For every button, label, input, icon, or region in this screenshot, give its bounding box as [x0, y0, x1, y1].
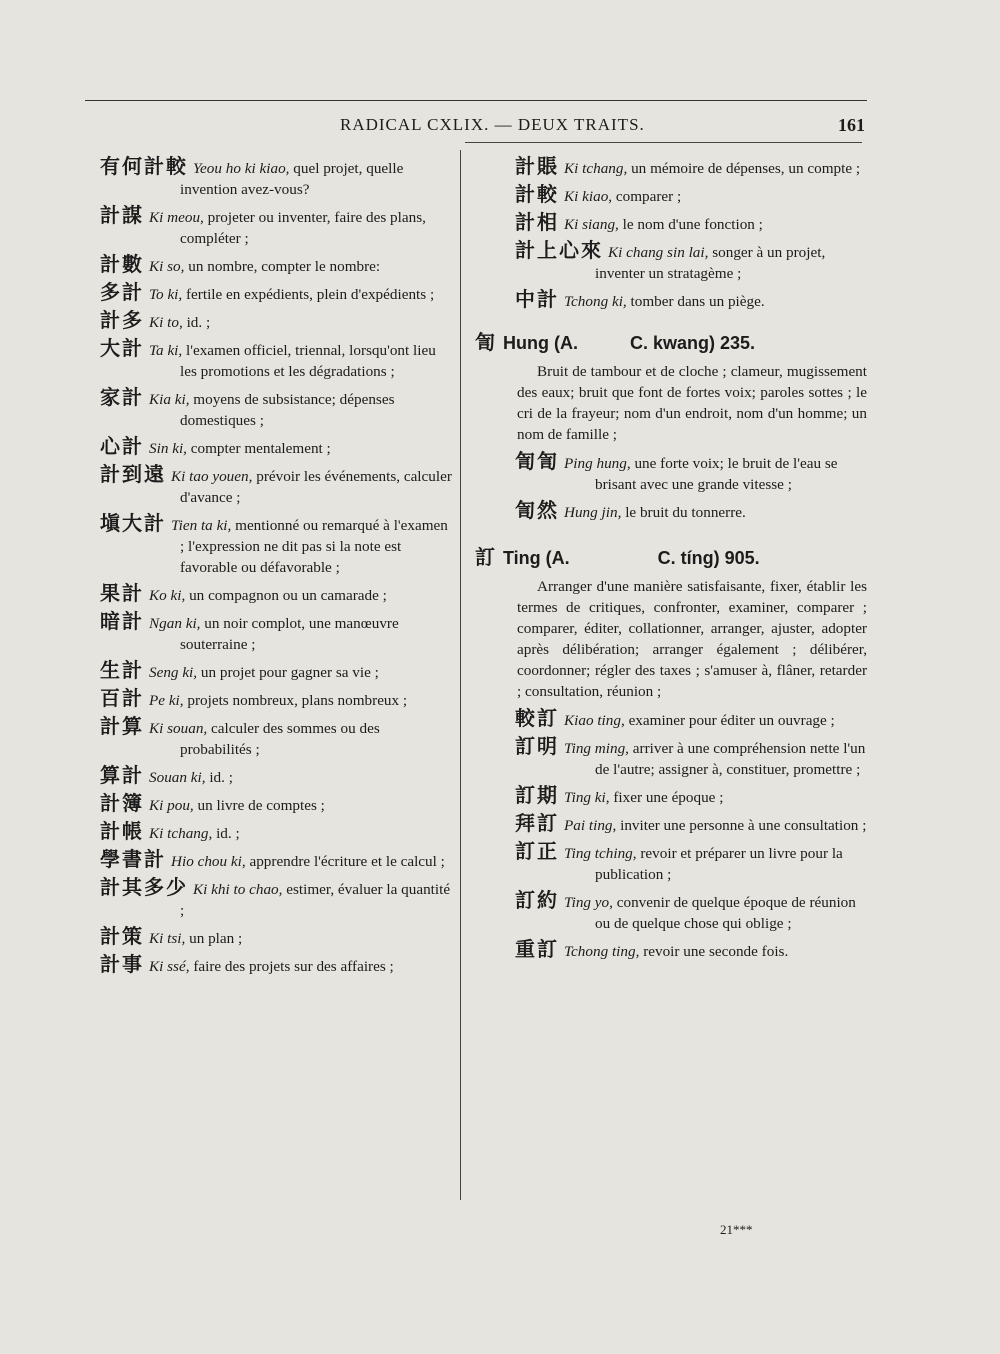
- entry-characters: 算計: [100, 763, 144, 787]
- right-column: [475, 156, 867, 967]
- entry-definition: fixer une époque ;: [613, 789, 724, 806]
- dictionary-entry: [515, 500, 867, 523]
- entry-definition: un compagnon ou un camarade ;: [189, 587, 387, 604]
- entry-definition: examiner pour éditer un ouvrage ;: [628, 712, 835, 729]
- entry-romanization: Ping hung,: [564, 455, 631, 472]
- entry-definition: songer à un projet, inventer un stratagème ;: [595, 244, 826, 282]
- entry-romanization: Ting ming,: [564, 740, 629, 757]
- dictionary-entry: [100, 660, 455, 683]
- entry-characters: 家計: [100, 385, 144, 409]
- entry-characters: 計帳: [100, 819, 144, 843]
- entry-head-hung: [475, 326, 867, 355]
- entry-characters: 中計: [515, 287, 559, 311]
- dictionary-entry: [100, 436, 455, 459]
- entry-definition: quel projet, quelle invention avez-vous?: [180, 160, 404, 198]
- entry-romanization: Ting tching,: [564, 845, 637, 862]
- entry-characters: 百計: [100, 686, 144, 710]
- entry-characters: 較訂: [515, 706, 559, 730]
- dictionary-entry: [100, 954, 455, 977]
- entry-characters: 計數: [100, 252, 144, 276]
- entry-characters: 果計: [100, 581, 144, 605]
- dictionary-entry: [100, 254, 455, 277]
- entry-definition: moyens de subsistance; dépenses domestiques ;: [180, 391, 395, 429]
- entry-characters: 訇訇: [515, 449, 559, 473]
- entry-romanization: Ngan ki,: [149, 615, 201, 632]
- entry-characters: 計事: [100, 952, 144, 976]
- head-cantonese: C. tíng) 905.: [657, 548, 760, 568]
- page-title: RADICAL CXLIX. — DEUX TRAITS.: [340, 115, 645, 134]
- dictionary-entry: [100, 205, 455, 249]
- entry-romanization: To ki,: [149, 286, 183, 303]
- entry-definition: une forte voix; le bruit de l'eau se brisant avec une grande vitesse ;: [595, 455, 838, 493]
- entry-definition: un mémoire de dépenses, un compte ;: [631, 160, 861, 177]
- entry-romanization: Tien ta ki,: [171, 517, 232, 534]
- entry-definition: un livre de comptes ;: [197, 797, 325, 814]
- entry-romanization: Hio chou ki,: [171, 853, 246, 870]
- page-header: [85, 100, 867, 143]
- dictionary-entry: [100, 464, 455, 508]
- dictionary-entry: [515, 240, 867, 284]
- entry-romanization: Tchong ting,: [564, 943, 640, 960]
- entry-romanization: Tchong ki,: [564, 293, 627, 310]
- entry-characters: 計賬: [515, 154, 559, 178]
- entry-characters: 計較: [515, 182, 559, 206]
- dictionary-entry: [100, 849, 455, 872]
- entry-definition: un plan ;: [189, 930, 243, 947]
- entry-romanization: Ki chang sin lai,: [608, 244, 709, 261]
- dictionary-entry: [515, 890, 867, 934]
- definition-ting: Arranger d'une manière satisfaisante, fixer, établir les termes de critiques, confronter, examiner, comparer ; comparer, éditer, collationner, arranger, ajuster, adopter après délibération; arranger également ; délibérer, coordonner; régler des taxes ; s'amuser à, flâner, retarder ; consultation, réunion ;: [517, 578, 867, 700]
- entry-romanization: Ki kiao,: [564, 188, 613, 205]
- entry-characters: 計相: [515, 210, 559, 234]
- entry-romanization: Ki tsi,: [149, 930, 186, 947]
- dictionary-entry: [100, 387, 455, 431]
- entry-characters: 生計: [100, 658, 144, 682]
- dictionary-entry: [100, 310, 455, 333]
- entry-definition: inviter une personne à une consultation ;: [620, 817, 867, 834]
- dictionary-entry: [515, 785, 867, 808]
- entry-romanization: Ting ki,: [564, 789, 610, 806]
- entry-romanization: Seng ki,: [149, 664, 198, 681]
- entry-definition: estimer, évaluer la quantité ;: [180, 881, 451, 919]
- dictionary-entry: [100, 156, 455, 200]
- dictionary-entry: [515, 451, 867, 495]
- entry-definition: mentionné ou remarqué à l'examen ; l'expression ne dit pas si la note est favorable ou défavorable ;: [180, 517, 448, 576]
- entry-romanization: Ting yo,: [564, 894, 613, 911]
- entry-head-ting: [475, 541, 867, 570]
- entry-romanization: Ki meou,: [149, 209, 204, 226]
- dictionary-entry: [515, 289, 867, 312]
- entry-romanization: Ki siang,: [564, 216, 619, 233]
- page-number: 161: [838, 115, 865, 135]
- right-top-entries: [475, 156, 867, 312]
- entry-characters: 計上心來: [515, 238, 603, 262]
- entry-romanization: Ki pou,: [149, 797, 194, 814]
- entry-characters: 塡大計: [100, 511, 166, 535]
- entry-definition: un projet pour gagner sa vie ;: [200, 664, 379, 681]
- entry-definition: le bruit du tonnerre.: [625, 504, 746, 521]
- head-romanization: Ting (A.: [503, 548, 570, 568]
- entry-characters: 計策: [100, 924, 144, 948]
- entry-romanization: Pai ting,: [564, 817, 617, 834]
- entry-characters: 計其多少: [100, 875, 188, 899]
- entry-romanization: Ki to,: [149, 314, 183, 331]
- entry-romanization: Ki ssé,: [149, 958, 190, 975]
- entry-definition: convenir de quelque époque de réunion ou de quelque chose qui oblige ;: [595, 894, 856, 932]
- entry-characters: 訇然: [515, 498, 559, 522]
- entry-definition: projets nombreux, plans nombreux ;: [187, 692, 408, 709]
- dictionary-entry: [100, 282, 455, 305]
- entry-characters: 拜訂: [515, 811, 559, 835]
- dictionary-entry: [515, 156, 867, 179]
- entry-characters: 計到遠: [100, 462, 166, 486]
- entry-characters: 學書計: [100, 847, 166, 871]
- head-character: 訇: [475, 330, 497, 354]
- dictionary-entry: [100, 513, 455, 578]
- entry-characters: 重訂: [515, 937, 559, 961]
- entry-romanization: Ki tchang,: [564, 160, 628, 177]
- dictionary-entry: [515, 841, 867, 885]
- entry-definition: tomber dans un piège.: [630, 293, 765, 310]
- dictionary-entry: [100, 821, 455, 844]
- entry-definition: comparer ;: [615, 188, 682, 205]
- dictionary-entry: [515, 708, 867, 731]
- entry-definition: arriver à une compréhension nette l'un de l'autre; assigner à, constituer, promettre ;: [595, 740, 866, 778]
- entry-romanization: Ki khi to chao,: [193, 881, 283, 898]
- column-divider: [460, 150, 461, 1200]
- entry-definition: fertile en expédients, plein d'expédients ;: [186, 286, 435, 303]
- entry-definition: projeter ou inventer, faire des plans, compléter ;: [180, 209, 426, 247]
- entry-definition: apprendre l'écriture et le calcul ;: [249, 853, 445, 870]
- hung-entries: [475, 451, 867, 523]
- entry-characters: 心計: [100, 434, 144, 458]
- dictionary-entry: [100, 688, 455, 711]
- entry-definition: l'examen officiel, triennal, lorsqu'ont lieu les promotions et les dégradations ;: [180, 342, 436, 380]
- dictionary-entry: [100, 338, 455, 382]
- dictionary-entry: [100, 611, 455, 655]
- entry-characters: 大計: [100, 336, 144, 360]
- entry-characters: 計簿: [100, 791, 144, 815]
- entry-definition: revoir une seconde fois.: [643, 943, 789, 960]
- dictionary-entry: [100, 765, 455, 788]
- entry-characters: 訂明: [515, 734, 559, 758]
- entry-definition: id. ;: [216, 825, 240, 842]
- entry-characters: 計多: [100, 308, 144, 332]
- entry-characters: 有何計較: [100, 154, 188, 178]
- entry-romanization: Pe ki,: [149, 692, 184, 709]
- dictionary-entry: [515, 736, 867, 780]
- entry-romanization: Yeou ho ki kiao,: [193, 160, 290, 177]
- entry-definition: faire des projets sur des affaires ;: [193, 958, 394, 975]
- entry-romanization: Ki so,: [149, 258, 185, 275]
- dictionary-entry: [515, 212, 867, 235]
- entry-romanization: Kiao ting,: [564, 712, 625, 729]
- head-cantonese: C. kwang) 235.: [629, 333, 756, 353]
- dictionary-entry: [100, 877, 455, 921]
- entry-definition: le nom d'une fonction ;: [622, 216, 763, 233]
- entry-characters: 計算: [100, 714, 144, 738]
- entry-romanization: Sin ki,: [149, 440, 187, 457]
- entry-definition: revoir et préparer un livre pour la publication ;: [595, 845, 843, 883]
- entry-definition: id. ;: [209, 769, 233, 786]
- entry-definition: calculer des sommes ou des probabilités ;: [180, 720, 380, 758]
- entry-romanization: Ki tchang,: [149, 825, 213, 842]
- entry-romanization: Ki tao youen,: [171, 468, 253, 485]
- entry-definition: un noir complot, une manœuvre souterraine ;: [180, 615, 399, 653]
- entry-romanization: Ki souan,: [149, 720, 208, 737]
- entry-romanization: Ta ki,: [149, 342, 183, 359]
- head-character: 訂: [475, 545, 497, 569]
- ting-entries: [475, 708, 867, 962]
- dictionary-entry: [100, 926, 455, 949]
- entry-romanization: Souan ki,: [149, 769, 206, 786]
- entry-romanization: Hung jin,: [564, 504, 622, 521]
- entry-characters: 計謀: [100, 203, 144, 227]
- dictionary-entry: [100, 716, 455, 760]
- entry-definition: id. ;: [186, 314, 211, 331]
- dictionary-entry: [515, 939, 867, 962]
- entry-characters: 訂約: [515, 888, 559, 912]
- entry-characters: 暗計: [100, 609, 144, 633]
- dictionary-entry: [515, 813, 867, 836]
- dictionary-entry: [100, 793, 455, 816]
- entry-characters: 多計: [100, 280, 144, 304]
- signature-mark: 21***: [720, 1222, 753, 1237]
- entry-romanization: Kia ki,: [149, 391, 190, 408]
- header-rule: [465, 142, 862, 143]
- entry-definition: prévoir les événements, calculer d'avance ;: [180, 468, 452, 506]
- dictionary-entry: [100, 583, 455, 606]
- definition-hung: Bruit de tambour et de cloche ; clameur, mugissement des eaux; bruit que font de fortes voix; paroles sottes ; le cri de la frayeur; nom d'un endroit, nom d'un homme; un nom de famille ;: [517, 363, 867, 443]
- entry-romanization: Ko ki,: [149, 587, 186, 604]
- entry-characters: 訂正: [515, 839, 559, 863]
- entry-definition: un nombre, compter le nombre:: [188, 258, 381, 275]
- left-column: [100, 156, 455, 982]
- entry-characters: 訂期: [515, 783, 559, 807]
- dictionary-entry: [515, 184, 867, 207]
- entry-definition: compter mentalement ;: [190, 440, 331, 457]
- head-romanization: Hung (A.: [503, 333, 578, 353]
